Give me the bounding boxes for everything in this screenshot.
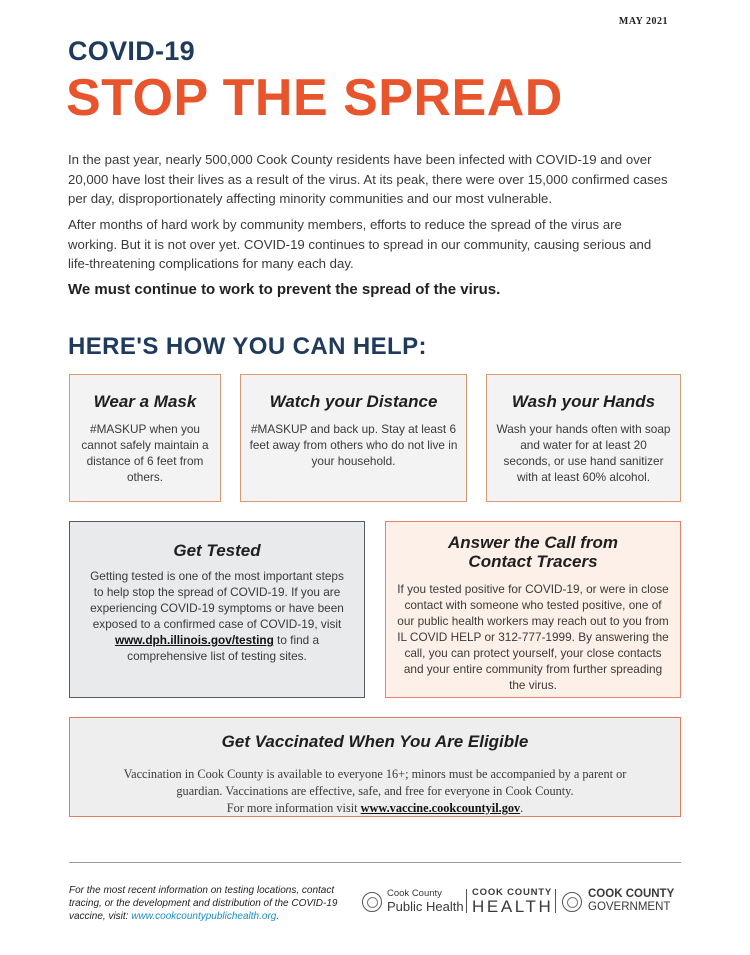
help-heading: HERE'S HOW YOU CAN HELP: [68,333,427,360]
intro-emphasis: We must continue to work to prevent the spread of the virus. [68,281,501,298]
issue-date: MAY 2021 [618,16,668,27]
card-contact-tracers [385,521,681,698]
partner-logos [362,887,684,919]
page-title: STOP THE SPREAD [66,69,563,127]
logo-government-top: COOK COUNTY [588,888,675,900]
logo-public-health-large: Public Health [387,899,464,914]
logo-public-health-small: Cook County [387,888,442,899]
card-title: Get Vaccinated When You Are Eligible [221,732,529,751]
vaccine-body-text: Vaccination in Cook County is available to everyone 16+; minors must be accompanied by a parent or guardian. Vaccinations are effective, safe, and free for everyone in Cook County. [123,767,627,798]
page-kicker: COVID-19 [68,36,195,66]
card-body: Wash your hands often with soap and water for at least 20 seconds, or use hand sanitizer with at least 60% alcohol. [496,422,671,484]
card-body: #MASKUP and back up. Stay at least 6 feet away from others who do not live in your household. [249,422,458,468]
card-body: If you tested positive for COVID-19, or were in close contact with someone who tested positive, one of our public health workers may reach out to you from IL COVID HELP or 312-777-1999. By answering the call, you can protect yourself, your close contacts and your entire community from further spreading the virus. [397,582,669,692]
vaccine-link[interactable]: www.vaccine.cookcountyil.gov [360,801,521,815]
testing-link[interactable]: www.dph.illinois.gov/testing [114,633,274,647]
card-body [70,568,364,664]
logo-separator [466,889,467,913]
card-title-line-2: Contact Tracers [468,552,598,571]
vaccine-more-prefix: For more information visit [226,801,361,815]
card-wash-hands [486,374,681,502]
footer-note [69,884,359,923]
card-title-line-1: Answer the Call from [447,533,619,552]
card-body-text: Getting tested is one of the most important steps to help stop the spread of COVID-19. If you are experiencing COVID-19 symptoms or have been exposed to a confirmed case of COVID-19, visit [90,569,344,631]
card-body-text-end: to find a comprehensive list of testing sites. [127,633,320,663]
card-title: Watch your Distance [269,392,438,411]
footer-text: For the most recent information on testing locations, contact tracing, or the development and distribution of the COVID-19 vaccine, visit: [69,885,338,922]
county-seal-icon [562,892,582,912]
card-title [386,533,680,571]
county-seal-icon [362,892,382,912]
logo-health-bottom: HEALTH [472,897,554,916]
card-title: Get Tested [173,541,261,560]
footer-link[interactable]: www.cookcountypublichealth.org [131,911,277,922]
card-get-tested [69,521,365,698]
logo-government-bottom: GOVERNMENT [588,901,671,913]
footer-divider [69,862,681,863]
card-watch-distance [240,374,467,502]
intro-paragraph-1: In the past year, nearly 500,000 Cook County residents have been infected with COVID-19 and over 20,000 have lost their lives as a result of the virus. At its peak, there were over 15,000 confirmed cases per day, disproportionately affecting minority communities and our most vulnerable. [68,152,668,206]
logo-health-top: COOK COUNTY [472,887,553,898]
card-title: Wash your Hands [511,392,656,411]
card-title: Wear a Mask [93,392,197,411]
card-wear-mask [69,374,221,502]
intro-paragraph-2: After months of hard work by community members, efforts to reduce the spread of the virus are working. But it is not over yet. COVID-19 continues to spread in our community, causing serious and life-threatening complications for many each day. [68,217,652,271]
card-body [70,766,680,817]
vaccine-more-suffix: . [520,801,524,815]
card-get-vaccinated [69,717,681,817]
footer-suffix: . [276,911,280,922]
logo-separator [555,889,556,913]
card-body: #MASKUP when you cannot safely maintain a distance of 6 feet from others. [81,422,209,484]
